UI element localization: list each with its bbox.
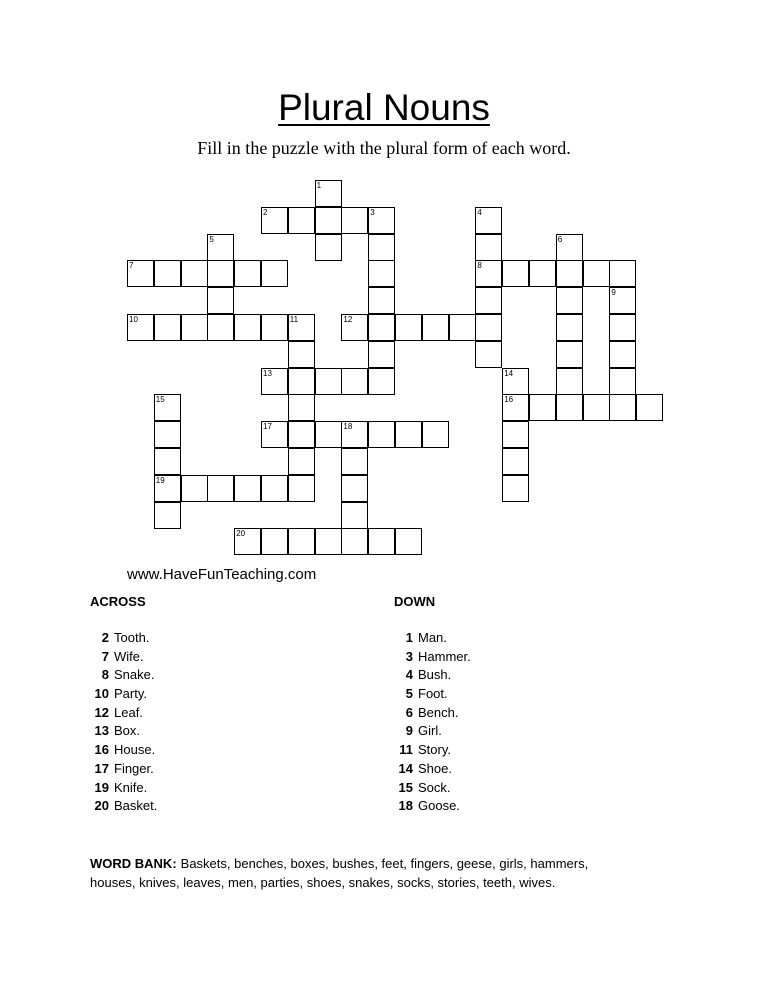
crossword-cell[interactable] <box>207 314 234 341</box>
cell-number: 4 <box>477 207 482 217</box>
clue-number: 9 <box>405 723 413 739</box>
word-bank <box>90 854 610 892</box>
crossword-cell[interactable] <box>207 287 234 314</box>
crossword-cell[interactable] <box>502 475 529 502</box>
cell-number: 12 <box>343 315 353 324</box>
crossword-cell[interactable] <box>315 421 342 448</box>
page-title: Plural Nouns <box>278 87 490 128</box>
cell-number: 16 <box>504 395 514 405</box>
clue-number: 14 <box>398 760 413 776</box>
cell-number: 9 <box>611 288 616 298</box>
down-clues <box>376 629 471 816</box>
crossword-cell[interactable] <box>502 394 529 421</box>
clue-number: 10 <box>94 686 109 702</box>
down-clue <box>376 741 471 760</box>
clue-number: 19 <box>94 779 109 795</box>
crossword-cell[interactable] <box>288 448 315 475</box>
down-clue <box>376 704 471 723</box>
crossword-cell[interactable] <box>154 394 181 421</box>
cell-number: 6 <box>557 234 563 244</box>
crossword-cell[interactable] <box>368 207 395 234</box>
clue-text: Hammer. <box>418 648 471 664</box>
crossword-cell[interactable] <box>636 394 663 421</box>
down-clue <box>376 685 471 704</box>
crossword-cell[interactable] <box>609 287 636 314</box>
clue-text: Leaf. <box>114 704 143 720</box>
clue-text: Box. <box>114 723 141 739</box>
crossword-cell[interactable] <box>234 260 261 287</box>
clue-number: 4 <box>405 667 413 683</box>
clue-text: Finger. <box>114 760 154 776</box>
crossword-cell[interactable] <box>475 287 502 314</box>
clue-number: 20 <box>94 798 109 814</box>
clue-number: 18 <box>398 798 413 814</box>
crossword-cell[interactable] <box>288 421 315 448</box>
crossword-cell[interactable] <box>261 368 288 395</box>
across-clue <box>72 666 157 685</box>
clue-number: 15 <box>398 779 413 795</box>
crossword-cell[interactable] <box>261 207 288 234</box>
crossword-cell[interactable] <box>556 287 583 314</box>
crossword-cell[interactable] <box>234 475 261 502</box>
clue-text: Snake. <box>114 667 155 683</box>
cell-number: 1 <box>316 181 322 190</box>
clue-text: Knife. <box>114 779 148 795</box>
instructions: Fill in the puzzle with the plural form of each word. <box>197 138 571 158</box>
crossword-cell[interactable] <box>609 368 636 395</box>
crossword-cell[interactable] <box>288 528 315 555</box>
crossword-cell[interactable] <box>609 394 636 421</box>
down-clue <box>376 629 471 648</box>
cell-number: 18 <box>343 422 353 432</box>
crossword-cell[interactable] <box>395 314 422 341</box>
crossword-cell[interactable] <box>422 314 449 341</box>
crossword-cell[interactable] <box>368 260 395 287</box>
down-clue <box>376 760 471 779</box>
crossword-cell[interactable] <box>341 207 368 234</box>
crossword-cell[interactable] <box>288 368 315 395</box>
cell-number: 14 <box>504 368 514 378</box>
crossword-cell[interactable] <box>315 234 342 261</box>
clue-text: Wife. <box>114 648 144 664</box>
crossword-cell[interactable] <box>368 341 395 368</box>
cell-number: 3 <box>370 207 375 217</box>
cell-number: 15 <box>155 395 165 405</box>
crossword-cell[interactable] <box>475 314 502 341</box>
crossword-cell[interactable] <box>556 341 583 368</box>
crossword-cell[interactable] <box>395 528 422 555</box>
clue-number: 1 <box>405 630 413 645</box>
across-clue <box>72 685 157 704</box>
clue-text: Party. <box>114 686 147 702</box>
crossword-cell[interactable] <box>154 260 181 287</box>
clue-text: Bench. <box>418 704 459 720</box>
crossword-cell[interactable] <box>315 528 342 555</box>
crossword-cell[interactable] <box>207 234 234 261</box>
word-bank-label: WORD BANK: <box>90 856 177 871</box>
crossword-cell[interactable] <box>449 314 476 341</box>
crossword-cell[interactable] <box>502 448 529 475</box>
crossword-cell[interactable] <box>181 314 208 341</box>
clue-text: Goose. <box>418 798 460 814</box>
cell-number: 10 <box>129 315 138 324</box>
crossword-cell[interactable] <box>556 234 583 261</box>
crossword-cell[interactable] <box>181 475 208 502</box>
clue-number: 7 <box>101 648 109 664</box>
clue-text: Bush. <box>418 667 452 683</box>
crossword-cell[interactable] <box>475 341 502 368</box>
clue-text: Man. <box>418 630 447 645</box>
across-clue <box>72 797 157 816</box>
crossword-cell[interactable] <box>475 234 502 261</box>
crossword-cell[interactable] <box>502 260 529 287</box>
down-clue <box>376 779 471 798</box>
crossword-cell[interactable] <box>341 314 368 341</box>
crossword-cell[interactable] <box>154 448 181 475</box>
across-clue <box>72 760 157 779</box>
crossword-cell[interactable] <box>288 314 315 341</box>
crossword-cell[interactable] <box>127 260 154 287</box>
crossword-cell[interactable] <box>288 394 315 421</box>
clue-text: Foot. <box>418 686 448 702</box>
crossword-cell[interactable] <box>556 260 583 287</box>
clue-number: 11 <box>399 742 413 758</box>
crossword-cell[interactable] <box>502 421 529 448</box>
crossword-cell[interactable] <box>368 287 395 314</box>
across-clue <box>72 704 157 723</box>
clue-number: 13 <box>94 723 109 739</box>
cell-number: 7 <box>129 261 134 271</box>
crossword-cell[interactable] <box>288 207 315 234</box>
crossword-cell[interactable] <box>422 421 449 448</box>
crossword-cell[interactable] <box>502 368 529 395</box>
crossword-cell[interactable] <box>154 502 181 529</box>
crossword-cell[interactable] <box>234 528 261 555</box>
crossword-cell[interactable] <box>475 207 502 234</box>
across-clue <box>72 648 157 667</box>
crossword-cell[interactable] <box>207 260 234 287</box>
crossword-cell[interactable] <box>529 260 556 287</box>
crossword-cell[interactable] <box>315 368 342 395</box>
crossword-cell[interactable] <box>609 341 636 368</box>
crossword-cell[interactable] <box>341 368 368 395</box>
crossword-cell[interactable] <box>154 421 181 448</box>
down-clue <box>376 722 471 741</box>
cell-number: 11 <box>289 315 299 324</box>
across-clue <box>72 741 157 760</box>
crossword-cell[interactable] <box>261 475 288 502</box>
clue-text: Tooth. <box>114 630 150 645</box>
crossword-cell[interactable] <box>315 180 342 207</box>
crossword-cell[interactable] <box>181 260 208 287</box>
cell-number: 5 <box>209 234 214 244</box>
down-clue <box>376 797 471 816</box>
crossword-cell[interactable] <box>583 260 610 287</box>
clue-text: Basket. <box>114 798 158 814</box>
crossword-cell[interactable] <box>556 368 583 395</box>
crossword-cell[interactable] <box>154 475 181 502</box>
down-heading: DOWN <box>394 594 436 609</box>
across-clue <box>72 722 157 741</box>
across-heading: ACROSS <box>90 594 146 609</box>
crossword-cell[interactable] <box>341 421 368 448</box>
website-url: www.HaveFunTeaching.com <box>127 566 317 583</box>
crossword-cell[interactable] <box>261 314 288 341</box>
clue-text: House. <box>114 742 156 758</box>
clue-number: 12 <box>94 704 109 720</box>
clue-number: 8 <box>101 667 109 683</box>
crossword-cell[interactable] <box>261 528 288 555</box>
crossword-cell[interactable] <box>315 207 342 234</box>
across-clue <box>72 779 157 798</box>
clue-number: 5 <box>405 686 413 702</box>
crossword-cell[interactable] <box>475 260 502 287</box>
crossword-cell[interactable] <box>207 475 234 502</box>
crossword-cell[interactable] <box>368 421 395 448</box>
clue-text: Shoe. <box>418 760 452 776</box>
cell-number: 17 <box>263 422 272 432</box>
cell-number: 2 <box>263 207 268 217</box>
across-clues <box>72 629 157 816</box>
crossword-cell[interactable] <box>395 421 422 448</box>
crossword-cell[interactable] <box>288 341 315 368</box>
crossword-cell[interactable] <box>341 475 368 502</box>
clue-number: 3 <box>405 648 413 664</box>
crossword-cell[interactable] <box>368 314 395 341</box>
cell-number: 20 <box>236 529 246 539</box>
cell-number: 8 <box>477 261 482 271</box>
crossword-cell[interactable] <box>368 234 395 261</box>
crossword-cell[interactable] <box>127 314 154 341</box>
crossword-cell[interactable] <box>234 314 261 341</box>
crossword-cell[interactable] <box>341 448 368 475</box>
clue-number: 6 <box>405 704 413 720</box>
down-clue <box>376 648 471 667</box>
cell-number: 13 <box>263 368 272 378</box>
crossword-cell[interactable] <box>288 475 315 502</box>
crossword-cell[interactable] <box>261 260 288 287</box>
crossword-cell[interactable] <box>583 394 610 421</box>
clue-text: Sock. <box>418 779 451 795</box>
crossword-cell[interactable] <box>609 314 636 341</box>
crossword-cell[interactable] <box>154 314 181 341</box>
crossword-cell[interactable] <box>368 528 395 555</box>
crossword-cell[interactable] <box>341 528 368 555</box>
clue-number: 16 <box>94 742 109 758</box>
crossword-cell[interactable] <box>341 502 368 529</box>
crossword-cell[interactable] <box>556 314 583 341</box>
crossword-cell[interactable] <box>261 421 288 448</box>
crossword-cell[interactable] <box>609 260 636 287</box>
down-clue <box>376 666 471 685</box>
across-clue <box>72 629 157 648</box>
crossword-cell[interactable] <box>368 368 395 395</box>
clue-text: Girl. <box>418 723 442 739</box>
crossword-cell[interactable] <box>556 394 583 421</box>
clue-text: Story. <box>418 742 451 758</box>
cell-number: 19 <box>155 475 165 485</box>
clue-number: 17 <box>94 760 109 776</box>
crossword-cell[interactable] <box>529 394 556 421</box>
word-bank-text: Baskets, benches, boxes, bushes, feet, fingers, geese, girls, hammers, houses, knives, leaves, men, parties, shoes, snakes, socks, stories, teeth, wives. <box>90 856 589 890</box>
clue-number: 2 <box>101 630 109 645</box>
